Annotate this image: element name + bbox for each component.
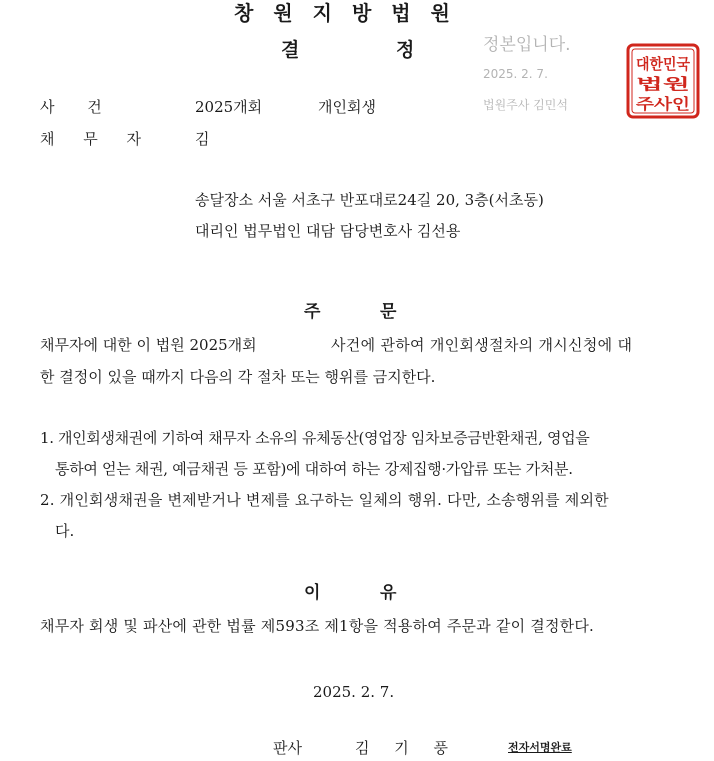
certified-copy-stamp: 정본입니다. [483, 35, 571, 55]
debtor-label: 채 무 자 [40, 130, 154, 148]
reason-heading-right: 유 [380, 583, 397, 603]
svg-text:주사인: 주사인 [636, 95, 690, 113]
order-intro-part1: 채무자에 대한 이 법원 2025개회 [40, 336, 257, 354]
order-intro-part2: 사건에 관하여 개인회생절차의 개시신청에 대 [331, 336, 633, 354]
debtor-name: 김 [195, 130, 210, 148]
order-item-2-line1: 2. 개인회생채권을 변제받거나 변제를 요구하는 일체의 행위. 다만, 소송행위를 제외한 [40, 491, 609, 509]
certification-clerk: 법원주사 김민석 [483, 98, 568, 112]
decision-date: 2025. 2. 7. [313, 683, 395, 701]
order-item-1-line2: 통하여 얻는 채권, 예금채권 등 포함)에 대하여 하는 강제집행·가압류 또는 가처분. [55, 460, 573, 478]
case-label: 사 건 [40, 98, 116, 116]
certification-date: 2025. 2. 7. [483, 67, 548, 81]
order-heading-left: 주 [304, 302, 321, 322]
document-title-right: 정 [396, 39, 415, 61]
order-heading-right: 문 [380, 302, 397, 322]
reason-text: 채무자 회생 및 파산에 관한 법률 제593조 제1항을 적용하여 주문과 같이 결정한다. [40, 617, 594, 635]
svg-text:법원: 법원 [636, 75, 690, 93]
court-name: 창원지방법원 [234, 1, 470, 25]
order-item-2-line2: 다. [55, 522, 75, 540]
svg-text:대한민국: 대한민국 [636, 55, 691, 73]
judge-title: 판사 [273, 739, 302, 757]
service-address: 송달장소 서울 서초구 반포대로24길 20, 3층(서초동) [195, 191, 544, 209]
reason-heading [0, 582, 714, 604]
order-item-1-line1: 1. 개인회생채권에 기하여 채무자 소유의 유체동산(영업장 임차보증금반환채권, 영업을 [40, 429, 590, 447]
case-number: 2025개회 [195, 98, 263, 116]
case-name: 개인회생 [318, 98, 376, 116]
electronic-signature-mark: 전자서명완료 [508, 741, 572, 754]
document-title-left: 결 [281, 39, 300, 61]
court-seal-icon [626, 43, 700, 119]
reason-heading-left: 이 [304, 583, 321, 603]
order-heading [0, 301, 714, 323]
legal-agent: 대리인 법무법인 대담 담당변호사 김선용 [195, 222, 461, 240]
judge-name: 김 기 풍 [355, 739, 459, 757]
order-intro-line2: 한 결정이 있을 때까지 다음의 각 절차 또는 행위를 금지한다. [40, 368, 436, 386]
